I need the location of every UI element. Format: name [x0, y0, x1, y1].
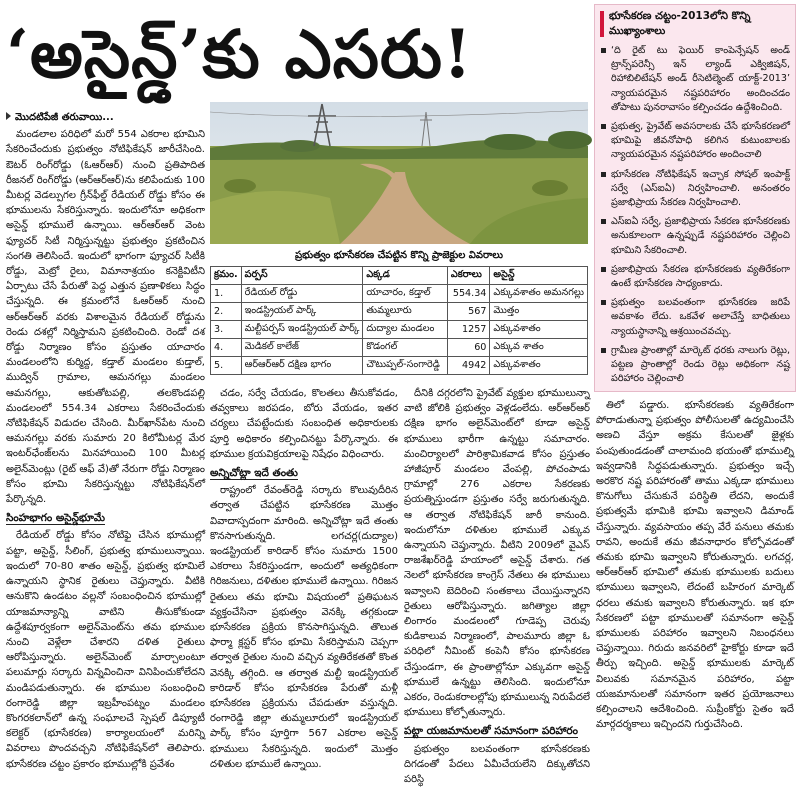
- table-row: [211, 321, 588, 339]
- table-header: క్రమం.: [211, 267, 242, 285]
- paragraph: ప్రభుత్వం బలవంతంగా భూసేకరణకు దిగడంతో పేదలు ఏమీచేయలేని దిక్కుతోచని పరిస్థి: [404, 743, 590, 786]
- table-cell: ఇండస్ట్రియల్ పార్క్: [241, 303, 363, 321]
- table-cell: దుద్యాల మండలం: [363, 321, 448, 339]
- table-cell: ఎక్కువశాతం: [490, 321, 588, 339]
- subheading: [210, 466, 398, 481]
- continuation-kicker: [6, 110, 205, 125]
- table-cell: 554.34: [447, 285, 490, 303]
- bullet-icon: [601, 300, 606, 305]
- paragraph: మండలాల పరిధిలో మరో 554 ఎకరాల భూమిని సేకరించేందుకు ప్రభుత్వం నోటిఫికేషన్ జారీచేసింది. ఔటర్ రింగ్‌రోడ్డు (ఓఆర్ఆర్) నుంచి ప్రతిపాదిత రీజనల్ రింగ్‌రోడ్డు (ఆర్ఆర్ఆర్)ను కలిపేందుకు 100 మీటర్ల వెడల్పుగల గ్రీన్‌ఫీల్డ్ రేడియల్ రోడ్డు కోసం ఈ భూములను సేకరిస్తున్నారు. ఇందులోనూ అధికంగా అసైన్డ్ భూములే ఉన్నాయి. ఆర్ఆర్ఆర్ వెంట ఫ్యూచర్ సిటీ నిర్మిస్తున్నట్టు ప్రభుత్వం ప్రకటించిన సంగతి తెలిసిందే. ఇందులో భాగంగా ఫ్యూచర్ సిటీకి రోడ్డు, మెట్రో రైలు, విమానాశ్రయం కనెక్టివిటీని ఏర్పాటు చేసే పేరుతో పెద్ద ఎత్తున ప్రణాళికలు సిద్ధం చేస్తున్నది. ఈ క్రమంలోనే ఓఆర్ఆర్ నుంచి ఆర్ఆర్ఆర్ వరకు విశాలమైన రేడియల్ రోడ్డును రెండు దశల్లో నిర్మిస్తామని ప్రకటించింది. రెండో దశ రోడ్డు నిర్మాణం కోసం ప్రస్తుతం యాచారం మండలంలోని కుర్మిద్ద, కడ్తాల్ మండలం కుడ్తాల్, ముద్విన్ గ్రామాల, ఆమనగల్లు మండలం ఆమనగల్లు, ఆకుతోటపల్లి, తలకొండపల్లి మండలంలో 554.34 ఎకరాలు సేకరించేందుకు నోటిఫికేషన్ విడుదల చేసింది. మీర్‌ఖాన్‌పేట నుంచి ఆమనగల్లు వరకు సుమారు 20 కిలోమీటర్ల మేర ఇంటర్‌ఛేంజ్‌లను మినహాయించి 100 మీటర్ల అలైన్‌మెంట్లు (రైట్ ఆఫ్ వే)తో నేరుగా రోడ్డు నిర్మాణం కోసం భూమి సేకరిస్తున్నట్టు నోటిఫికేషన్‌లో పేర్కొన్నది.: [6, 129, 205, 506]
- table-header: పర్పస్: [241, 267, 363, 285]
- list-item-text: ప్రజాభిప్రాయ సేకరణ భూసేకరణకు వ్యతిరేకంగా ఉంటే భూసేకరణ సాధ్యంకాదు.: [611, 263, 790, 290]
- key-points-sidebar: [594, 4, 796, 392]
- list-item-text: భూసేకరణ నోటిఫికేషన్ ఇచ్చాక సోషల్ ఇంపాక్ట్ సర్వే (ఎస్ఐఏ) నిర్వహించాలి. అనంతరం ప్రజాభిప్రాయ సేకరణ నిర్వహించాలి.: [611, 168, 790, 209]
- table-cell: చౌటుప్పల్-సంగారెడ్డి: [363, 357, 448, 375]
- article-column-2: [210, 386, 398, 770]
- table-row: [211, 339, 588, 357]
- table-caption: ప్రభుత్వం భూసేకరణ చేపట్టిన కొన్ని ప్రాజెక్టుల వివరాలు: [295, 250, 503, 261]
- paragraph: రేడియల్ రోడ్డు కోసం నోటిఫై చేసిన భూముల్లో పట్టా, అసైన్డ్, సీలింగ్, ప్రభుత్వ భూములున్నాయి. ఇందులో 70-80 శాతం అసైన్డ్, ప్రభుత్వ భూమిలే ఉన్నాయని స్థానిక రైతులు చెప్తున్నారు. వీటికి ఆనుకొని ఉండటం వల్లనో సంబంధించిన భూముల్లో యాజమాన్యాన్ని వాటిని తీసుకోకుండా ఉద్దేశపూర్వకంగా అలైన్‌మెంట్‌ను తమ భూముల నుంచి వెళ్లేలా చేశారని దళిత రైతులు ఆరోపిస్తున్నారు. అలైన్‌మెంట్ మార్చాలంటూ పలుమార్లు సర్కారు విన్నవించినా వినిపించుకోలేదని మండిపడుతున్నారు. ఈ భూముల సంబంధించి రంగారెడ్డి జిల్లా ఇబ్రహీంపట్నం మండలం కొంగరకలాన్‌లో ఉన్న సంఘాలచే స్పెషల్ డిప్యూటీ కలెక్టర్ (భూసేకరణ) కార్యాలయంలో మరిన్ని వివరాలు పొందవచ్చని నోటిఫికేషన్‌లో తెలిపారు. భూసేకరణ చట్టం ప్రకారం భూముల్లోకి ప్రవేశం: [6, 530, 205, 770]
- table-header: ఎక్కడ: [363, 267, 448, 285]
- accent-bar: [600, 11, 604, 37]
- table-cell: ఎక్కువ శాతం: [490, 339, 588, 357]
- bullet-icon: [601, 219, 606, 224]
- table-cell: 60: [447, 339, 490, 357]
- projects-table: [210, 266, 588, 375]
- table-cell: 1.: [211, 285, 242, 303]
- table-cell: 5.: [211, 357, 242, 375]
- table-row: [211, 357, 588, 375]
- sidebar-title-text: భూసేకరణ చట్టం-2013లోని కొన్ని ముఖ్యాంశాలు: [609, 10, 751, 37]
- table-cell: 3.: [211, 321, 242, 339]
- list-item: [601, 296, 790, 339]
- list-item-text: ప్రభుత్వం బలవంతంగా భూసేకరణ జరిపే అవకాశం లేదు. ఒకవేళ అలాచేస్తే బాధితులు న్యాయస్థానాన్ని ఆశ్రయించవచ్చు.: [611, 297, 790, 337]
- projects-table-box: [210, 249, 588, 379]
- table-cell: 567: [447, 303, 490, 321]
- list-item: [601, 44, 790, 115]
- kicker-text: మొదటిపేజీ తరువాయి...: [15, 112, 114, 123]
- list-item: [601, 215, 790, 258]
- table-cell: ఎక్కువశాతం: [490, 357, 588, 375]
- bullet-icon: [601, 348, 606, 353]
- bullet-icon: [601, 267, 606, 272]
- headline: ‘అసైన్డ్‌’కు ఎసరు!: [6, 15, 473, 93]
- field-road-image: [210, 102, 588, 244]
- sidebar-title: [595, 5, 795, 41]
- list-item: [601, 120, 790, 163]
- list-item: [601, 344, 790, 387]
- list-item: [601, 263, 790, 291]
- table-cell: 2.: [211, 303, 242, 321]
- bullet-icon: [601, 172, 606, 177]
- table-cell: మెడికల్ కాలేజ్: [241, 339, 363, 357]
- table-cell: మల్టీపర్పస్ ఇండస్ట్రియల్ పార్క్: [241, 321, 363, 339]
- subheading-text: అన్నిచోట్లా ఇదే తంతు: [210, 467, 298, 480]
- subheading-text: పట్టా యజమానులతో సమానంగా పరిహారం: [404, 725, 578, 738]
- table-header: ఎకరాలు: [447, 267, 490, 285]
- article-column-3: [404, 386, 590, 786]
- bullet-icon: [601, 48, 606, 53]
- article-column-4: [596, 398, 794, 746]
- arrow-right-icon: [6, 112, 11, 120]
- article-column-1: [6, 110, 205, 770]
- paragraph: దీనికి దగ్గరలోని ప్రైవేట్ వ్యక్తుల భూములున్నా వాటి జోలికి ప్రభుత్వం వెళ్లడంలేదు. ఆర్ఆర్ఆర్ దక్షిణ భాగం అలైన్‌మెంట్‌లో కూడా అసైన్డ్ భూములు భారీగా ఉన్నట్టు సమాచారం. మంచిర్యాలలో పారిశ్రామికవాడ కోసం ప్రస్తుతం హాజీపూర్ మండలం వేంపల్లి, పోచంపాడు గ్రామాల్లో 276 ఎకరాల సేకరణకు ప్రయత్నిస్తుండగా ప్రస్తుతం సర్వే జరుగుతున్నది. ఆ తర్వాత నోటిఫికేషన్ జారీ కానుంది. ఇందులోనూ దళితుల భూములే ఎక్కువ ఉన్నాయని చెప్తున్నారు. వీటిని 2009లో వైఎస్ రాజశేఖర్‌రెడ్డి హయాంలో అసైన్డ్ చేశారు. గత నెలలో భూసేకరణ కాంగ్రెస్ నేతలు ఈ భూములు ఇవ్వాలని బెదిరించి సంతకాలు చేయిస్తున్నారని రైతులు ఆరోపిస్తున్నారు. జగిత్యాల జిల్లా లింగారం మండలంలో గూడెప్ప చెరువు కుడికాలువ నిర్మాణంలో, పాలమూరు జిల్లా ఓ పరిధిలో నీమింట్ కంపెనీ కోసం భూసేకరణ చేస్తుండగా, ఈ ప్రాంతాల్లోనూ ఎక్కువగా అసైన్డ్ భూములే ఉన్నట్టు తెలిసింది. ఇందులోనూ ఎకరం, రెండుకరాలల్లోపు భూములున్న నిరుపేదలే భూములు కోల్పోతున్నారు.: [404, 388, 590, 719]
- list-item-text: ప్రభుత్వ, ప్రైవేట్ అవసరాలకు చేసే భూసేకరణలో భూమిపై జీవనోపాధి కలిగిన కుటుంబాలకు న్యాయపరమైన నష్టపరిహారం అందించాలి: [611, 121, 790, 161]
- paragraph: తిలో పడ్డారు. భూసేకరణకు వ్యతిరేకంగా పోరాడుతున్నా ప్రభుత్వం పోలీసులతో ఉద్యమించేసి అణచి వేస్తూ అక్రమ కేసులతో జైళ్లకు పంపుతుండడంతో చాలామంది భయంతో భూముల్ని ఇవ్వడానికి సిద్ధపడుతున్నారు. ప్రభుత్వం ఇచ్చే అరకొర నష్ట పరిహారంతో తాము ఎక్కడా భూములు కొనుగోలు చేసుకునే పరిస్థితి లేదని, అందుకే ప్రభుత్వమే భూమికి భూమి ఇవ్వాలని డిమాండ్ చేస్తున్నారు. వ్యవసాయం తప్ప వేరే పనులు తమకు రావని, అందుకే తమ జీవనాధారం కోల్పోవడంతో తమకు భూమి ఇవ్వాలని కోరుతున్నారు. లగచర్ల, ఆర్ఆర్ఆర్ భూమిలో తమకు భూములకు బదులు భూములు ఇవ్వాలని, లేదంటే బహిరంగ మార్కెట్ ధరలు తమకు ఇవ్వాలని కోరుతున్నారు. ఇక భూ సేకరణలో పట్టా భూములతో సమానంగా అసైన్డ్ భూములకు పరిహారం ఇవ్వాలని నిబంధనలు చెప్తున్నాయి. గిరుదు జనవరిలో హైకోర్టు కూడా ఇదే తీర్పు ఇచ్చింది. అసైన్డ్ భూములకు మార్కెట్ విలువకు సమానమైన పరిహారం, పట్టా యజమానులతో సమానంగా ఇతర ప్రయోజనాలు కల్పించాలని ఆదేశించింది. సుప్రీంకోర్టు సైతం ఇదే మార్గదర్శకాలు ఇచ్చిందని గుర్తుచేసింది.: [596, 400, 794, 731]
- table-cell: ఆర్ఆర్ఆర్ దక్షిణ భాగం: [241, 357, 363, 375]
- table-header-row: [211, 267, 588, 285]
- table-cell: 1257: [447, 321, 490, 339]
- subheading: [6, 511, 205, 526]
- field-road-photo: [210, 102, 588, 244]
- table-cell: కొడంగల్: [363, 339, 448, 357]
- table-cell: రేడియల్ రోడ్డు: [241, 285, 363, 303]
- paragraph: రాష్ట్రంలో రేవంత్‌రెడ్డి సర్కారు కొలువుదీరిన తర్వాత చేపట్టిన భూసేకరణ మొత్తం వివాదాస్పదంగా మారింది. అన్నిచోట్లా ఇదే తంతు కొనసాగుతున్నది. లగచర్ల(దుద్యాల) ఇండస్ట్రియల్ కారిడార్ కోసం సుమారు 1500 ఎకరాలు సేకరిస్తుండగా, అందులో అత్యధికంగా గిరిజనులు, దళితుల భూములే ఉన్నాయి. గిరిజన రైతులు తమ భూమి విషయంలో ప్రతిఘటన వ్యక్తంచేసినా ప్రభుత్వం వెనక్కి తగ్గకుండా భూసేకరణ ప్రక్రియ కొనసాగిస్తున్నది. తొలుత ఫార్మా క్లస్టర్ కోసం భూమి సేకరిస్తామని చెప్పగా తర్వాత రైతుల నుంచి వచ్చిన వ్యతిరేకతతో కొంత వెనక్కి తగ్గింది. ఆ తర్వాత మల్టీ ఇండస్ట్రియల్ కారిడార్ కోసం భూసేకరణ పేరుతో మళ్లీ భూసేకరణ ప్రక్రియను చేపడుతూ వస్తున్నది. రంగారెడ్డి జిల్లా తుమ్మలూరులో ఇండస్ట్రియల్ పార్క్ కోసం పూర్తిగా 567 ఎకరాల అసైన్డ్ భూములు సేకరిస్తున్నది. ఇందులో మొత్తం దళితుల భూములే ఉన్నాయి.: [210, 485, 398, 770]
- table-row: [211, 285, 588, 303]
- paragraph: చడం, సర్వే చేయడం, కొలతలు తీసుకోవడం, తవ్వకాలు జరపడం, బోరు వేయడం, ఇతర చర్యలు చేపట్టేందుకు సంబంధిత అధికారులకు పూర్తి అధికారం కల్పించినట్టు పేర్కొన్నారు. ఈ భూముల క్రయవిక్రయాలపై నిషేధం విధించారు.: [210, 388, 398, 460]
- subheading-text: సింహభాగం అసైన్డ్‌భూమే: [6, 512, 106, 525]
- table-row: [211, 303, 588, 321]
- table-cell: మొత్తం: [490, 303, 588, 321]
- table-cell: యాచారం, కడ్తాల్: [363, 285, 448, 303]
- table-cell: తుమ్మలూరు: [363, 303, 448, 321]
- table-header: అసైన్డ్: [490, 267, 588, 285]
- key-points-list: [595, 41, 795, 386]
- list-item-text: ఎస్ఐఏ సర్వే, ప్రజాభిప్రాయ సేకరణ భూసేకరణకు అనుకూలంగా ఉన్నప్పుడే నష్టపరిహారం చెల్లించి భూమిని సేకరించాలి.: [611, 216, 790, 256]
- list-item-text: ‘ది రైట్ టు ఫెయిర్ కాంపెన్సేషన్ అండ్ ట్రాన్స్‌పరెన్సీ ఇన్ ల్యాండ్ ఎక్విజిషన్, రిహాబిలిటేషన్ అండ్ రీసెటిల్మెంట్ యాక్ట్-2013’ న్యాయపరమైన నష్టపరిహారం అందించడం తోపాటు పునరావాసం కల్పించడం ఉద్దేశించింది.: [611, 45, 790, 113]
- list-item: [601, 168, 790, 211]
- bullet-icon: [601, 124, 606, 129]
- table-cell: 4.: [211, 339, 242, 357]
- subheading: [404, 724, 590, 739]
- table-cell: 4942: [447, 357, 490, 375]
- table-cell: ఎక్కువశాతం అమనగల్లు: [490, 285, 588, 303]
- list-item-text: గ్రామీణ ప్రాంతాల్లో మార్కెట్ ధరకు నాలుగు రెట్లు, పట్టణ ప్రాంతాల్లో రెండు రెట్లు అధికంగా నష్ట పరిహారం చెల్లించాలి: [611, 344, 790, 385]
